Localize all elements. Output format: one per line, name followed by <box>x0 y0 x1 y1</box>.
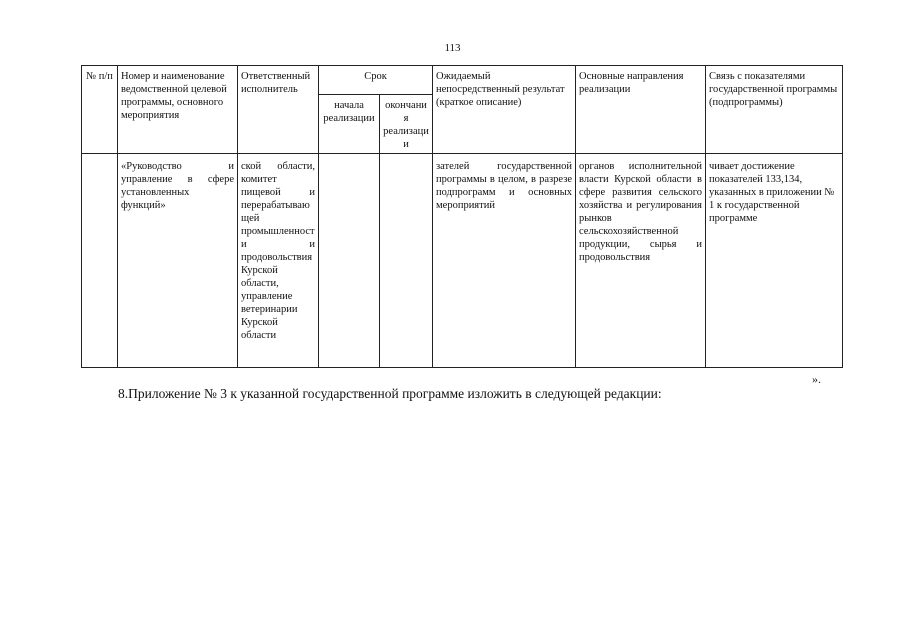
cell-link: чивает достижение показателей 133,134, указанных в приложении № 1 к государственной программе <box>706 154 843 368</box>
table-header-row <box>82 66 843 95</box>
header-program: Номер и наименование ведомственной целевой программы, основного мероприятия <box>118 66 238 154</box>
cell-executor: ской области, комитет пищевой и перерабатывающей промышленности и продовольствия Курской области, управление ветеринарии Курской области <box>238 154 319 368</box>
cell-result: зателей государственной программы в целом, в разрезе подпрограмм и основных мероприятий <box>433 154 576 368</box>
table-row <box>82 154 843 368</box>
cell-directions: органов исполнительной власти Курской области в сфере развития сельского хозяйства и регулирования рынков сельскохозяйственной продукции, сырья и продовольствия <box>576 154 706 368</box>
closing-quote: ». <box>812 372 821 386</box>
program-measures-table <box>81 65 843 368</box>
header-result: Ожидаемый непосредственный результат (краткое описание) <box>433 66 576 154</box>
header-directions: Основные направления реализации <box>576 66 706 154</box>
header-term-start: начала реализации <box>319 95 380 154</box>
header-executor: Ответственный исполнитель <box>238 66 319 154</box>
header-number: № п/п <box>82 66 118 154</box>
header-link: Связь с показателями государственной программы (подпрограммы) <box>706 66 843 154</box>
cell-term-start <box>319 154 380 368</box>
cell-number <box>82 154 118 368</box>
header-term-end: окончания реализации <box>380 95 433 154</box>
cell-program: «Руководство и управление в сфере установленных функций» <box>118 154 238 368</box>
page-number: 113 <box>444 42 461 54</box>
cell-term-end <box>380 154 433 368</box>
instruction-paragraph: 8.Приложение № 3 к указанной государственной программе изложить в следующей редакции: <box>118 386 662 401</box>
header-term: Срок <box>319 66 433 95</box>
